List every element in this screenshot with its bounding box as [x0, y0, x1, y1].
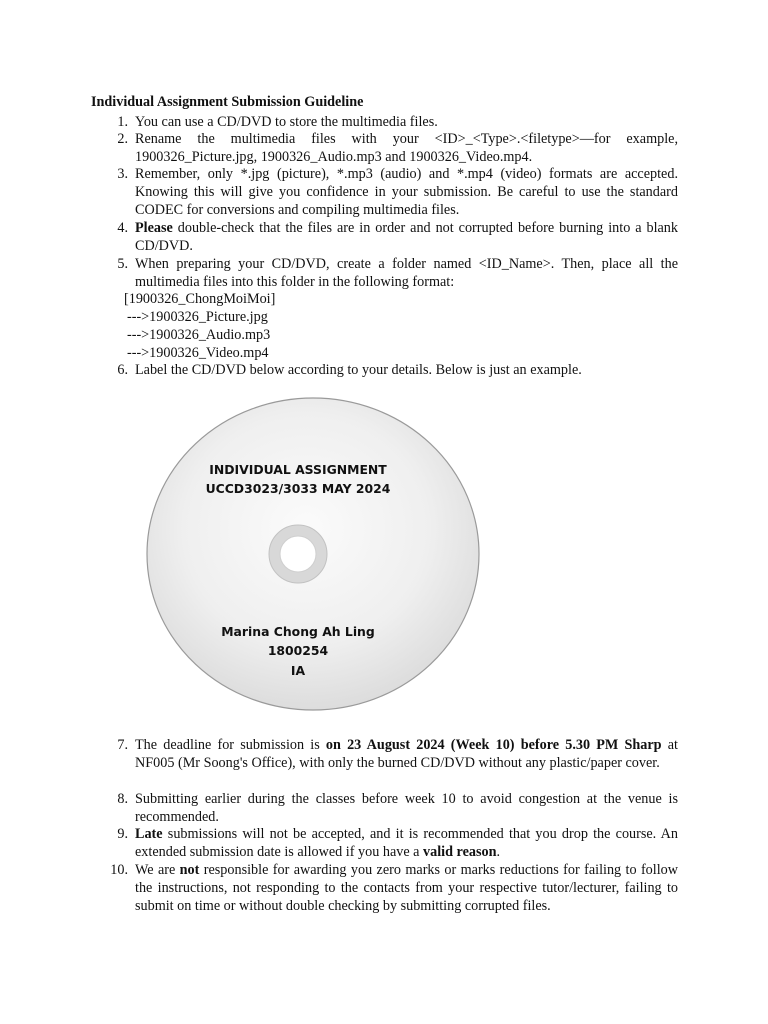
- item-text: [135, 736, 678, 772]
- item-number: 7.: [117, 737, 128, 753]
- deadline-emphasis: on 23 August 2024 (Week 10) before 5.30 PM Sharp: [325, 737, 662, 753]
- file-entry-picture: --->1900326_Picture.jpg: [127, 309, 268, 325]
- emphasis-late: Late: [135, 826, 163, 842]
- item-number: 8.: [117, 791, 128, 807]
- file-entry-audio: --->1900326_Audio.mp3: [127, 327, 271, 343]
- item-number: 5.: [117, 256, 128, 272]
- emphasis-please: Please: [135, 220, 173, 236]
- disc-assignment-type: IA: [290, 663, 306, 678]
- item-text: Remember, only *.jpg (picture), *.mp3 (audio) and *.mp4 (video) formats are accepted. Knowing this will give you confidence in your submission. Be careful to use the standard CODEC for conversions and compiling multimedia files.: [135, 166, 678, 218]
- item-text-rest: double-check that the files are in order and not corrupted before burning into a blank CD/DVD.: [135, 220, 678, 254]
- item-number: 4.: [117, 220, 128, 236]
- item-text-part: The deadline for submission is: [135, 737, 326, 753]
- list-item-5: [108, 255, 678, 291]
- item-text-part: .: [496, 844, 501, 860]
- emphasis-not: not: [179, 862, 200, 878]
- disc-student-id: 1800254: [267, 643, 329, 658]
- list-item-1: [108, 113, 678, 131]
- list-item-2: [108, 130, 678, 166]
- item-text-part: submissions will not be accepted, and it is recommended that you drop the course. An extended submission date is allowed if you have a: [135, 826, 678, 860]
- item-text: When preparing your CD/DVD, create a folder named <ID_Name>. Then, place all the multimedia files into this folder in the following format:: [135, 256, 678, 290]
- disc-center-hole: [280, 536, 316, 572]
- item-number: 6.: [117, 362, 128, 378]
- folder-name: [1900326_ChongMoiMoi]: [124, 291, 276, 307]
- item-number: 10.: [110, 862, 128, 878]
- list-item-4: [108, 219, 678, 255]
- item-number: 1.: [117, 114, 128, 130]
- item-text: Label the CD/DVD below according to your details. Below is just an example.: [135, 362, 582, 378]
- list-item-9: [108, 825, 678, 861]
- item-number: 2.: [117, 131, 128, 147]
- list-item-6: [108, 361, 678, 379]
- item-text: You can use a CD/DVD to store the multimedia files.: [135, 114, 438, 130]
- file-entry-video: --->1900326_Video.mp4: [127, 345, 269, 361]
- list-item-10: [108, 861, 678, 915]
- cd-label-image: [145, 396, 482, 713]
- list-item-8: [108, 790, 678, 826]
- item-text: [135, 825, 678, 861]
- item-text: [135, 861, 678, 915]
- item-text: Submitting earlier during the classes before week 10 to avoid congestion at the venue is recommended.: [135, 791, 678, 825]
- disc-label-line2: UCCD3023/3033 MAY 2024: [205, 481, 391, 496]
- guideline-title: Individual Assignment Submission Guideline: [91, 94, 364, 110]
- item-text-part: responsible for awarding you zero marks or marks reductions for failing to follow the instructions, not responding to the contacts from your respective tutor/lecturer, failing to submit on time or without double checking by submitting corrupted files.: [135, 862, 678, 914]
- disc-student-name: Marina Chong Ah Ling: [221, 624, 375, 639]
- disc-label-line1: INDIVIDUAL ASSIGNMENT: [209, 462, 387, 477]
- item-text-part: at NF005 (Mr Soong's Office), with only the burned CD/DVD without any plastic/paper cover.: [135, 737, 678, 771]
- item-number: 3.: [117, 166, 128, 182]
- item-text: [135, 219, 678, 255]
- emphasis-valid-reason: valid reason: [423, 844, 497, 860]
- list-item-3: [108, 165, 678, 219]
- item-text: Rename the multimedia files with your <ID>_<Type>.<filetype>—for example, 1900326_Picture.jpg, 1900326_Audio.mp3 and 1900326_Video.mp4.: [135, 131, 678, 165]
- list-item-7: [108, 736, 678, 772]
- item-number: 9.: [117, 826, 128, 842]
- item-text-part: We are: [135, 862, 180, 878]
